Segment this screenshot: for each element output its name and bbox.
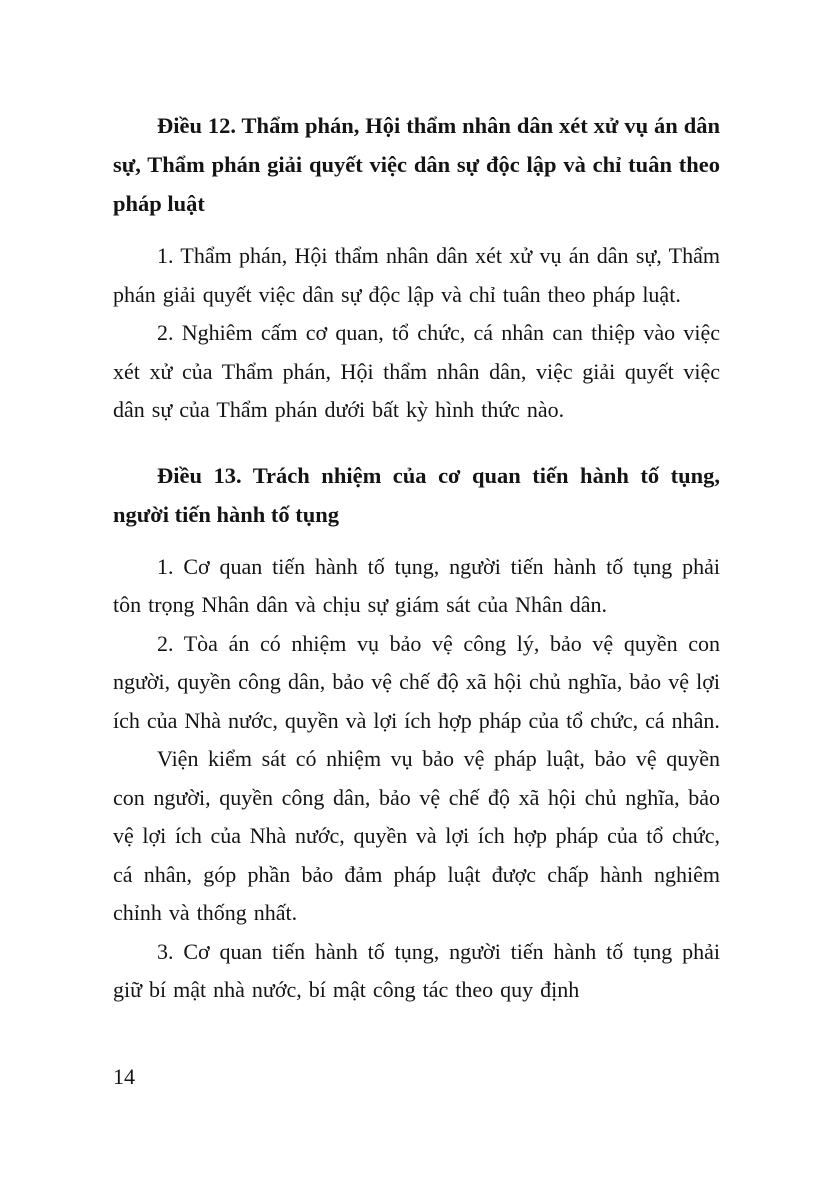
article-13-paragraph-1: 1. Cơ quan tiến hành tố tụng, người tiến hành tố tụng phải tôn trọng Nhân dân và chịu sự giám sát của Nhân dân. <box>113 553 720 617</box>
article-13-paragraph-3: Viện kiểm sát có nhiệm vụ bảo vệ pháp luật, bảo vệ quyền con người, quyền công dân, bảo vệ chế độ xã hội chủ nghĩa, bảo vệ lợi ích của Nhà nước, quyền và lợi ích hợp pháp của tổ chức, cá nhân, góp phần bảo đảm pháp luật được chấp hành nghiêm chỉnh và thống nhất. <box>113 746 720 925</box>
page-number: 14 <box>113 1064 135 1089</box>
article-12-paragraph-2: 2. Nghiêm cấm cơ quan, tổ chức, cá nhân can thiệp vào việc xét xử của Thẩm phán, Hội thẩm nhân dân, việc giải quyết việc dân sự của Thẩm phán dưới bất kỳ hình thức nào. <box>113 320 720 422</box>
article-13-paragraph-2: 2. Tòa án có nhiệm vụ bảo vệ công lý, bảo vệ quyền con người, quyền công dân, bảo vệ chế độ xã hội chủ nghĩa, bảo vệ lợi ích của Nhà nước, quyền và lợi ích hợp pháp của tổ chức, cá nhân. <box>113 630 720 733</box>
article-13-heading: Điều 13. Trách nhiệm của cơ quan tiến hành tố tụng, người tiến hành tố tụng <box>113 462 720 527</box>
article-12-section <box>113 106 720 430</box>
article-12-heading: Điều 12. Thẩm phán, Hội thẩm nhân dân xét xử vụ án dân sự, Thẩm phán giải quyết việc dân sự độc lập và chỉ tuân theo pháp luật <box>113 113 720 216</box>
article-13-section <box>113 456 720 1010</box>
article-12-paragraph-1: 1. Thẩm phán, Hội thẩm nhân dân xét xử vụ án dân sự, Thẩm phán giải quyết việc dân sự độc lập và chỉ tuân theo pháp luật. <box>113 243 720 307</box>
article-13-paragraph-4: 3. Cơ quan tiến hành tố tụng, người tiến hành tố tụng phải giữ bí mật nhà nước, bí mật công tác theo quy định <box>113 938 720 1002</box>
